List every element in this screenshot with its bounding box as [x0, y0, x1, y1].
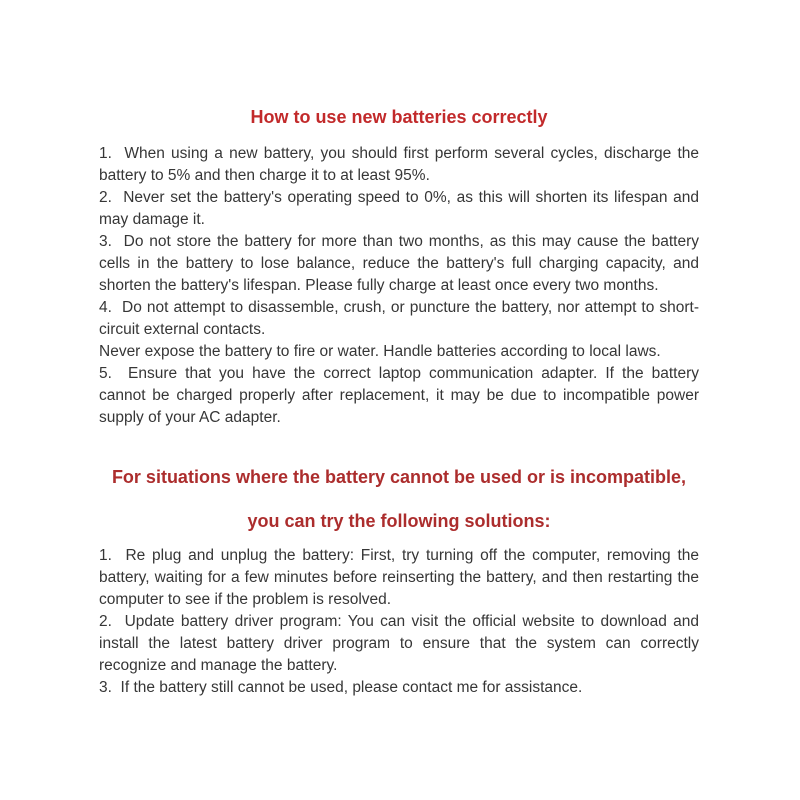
troubleshooting-item-3: 3. If the battery still cannot be used, please contact me for assistance. — [99, 679, 583, 696]
troubleshooting-item-2: 2. Update battery driver program: You can visit the official website to download and install the latest battery driver program to ensure that the system can correctly recognize and manage the battery. — [99, 613, 699, 674]
document-content — [99, 106, 699, 699]
battery-usage-item-1: 1. When using a new battery, you should first perform several cycles, discharge the battery to 5% and then charge it to at least 95%. — [99, 145, 699, 184]
battery-usage-item-3: 3. Do not store the battery for more than two months, as this may cause the battery cells in the battery to lose balance, reduce the battery's full charging capacity, and shorten the battery's lifespan. Please fully charge at least once every two months. — [99, 233, 699, 294]
battery-usage-item-5: 5. Ensure that you have the correct laptop communication adapter. If the battery cannot be charged properly after replacement, it may be due to incompatible power supply of your AC adapter. — [99, 365, 699, 426]
battery-usage-item-4: 4. Do not attempt to disassemble, crush, or puncture the battery, nor attempt to short-circuit external contacts. — [99, 299, 699, 338]
section1-title: How to use new batteries correctly — [250, 107, 548, 127]
section2-title-line2: you can try the following solutions: — [247, 511, 551, 531]
battery-usage-item-2: 2. Never set the battery's operating speed to 0%, as this will shorten its lifespan and may damage it. — [99, 189, 699, 228]
battery-usage-note: Never expose the battery to fire or water. Handle batteries according to local laws. — [99, 343, 661, 360]
section2-title-line1: For situations where the battery cannot be used or is incompatible, — [111, 467, 687, 487]
troubleshooting-item-1: 1. Re plug and unplug the battery: First, try turning off the computer, removing the battery, waiting for a few minutes before reinserting the battery, and then restarting the computer to see if the problem is resolved. — [99, 547, 699, 608]
